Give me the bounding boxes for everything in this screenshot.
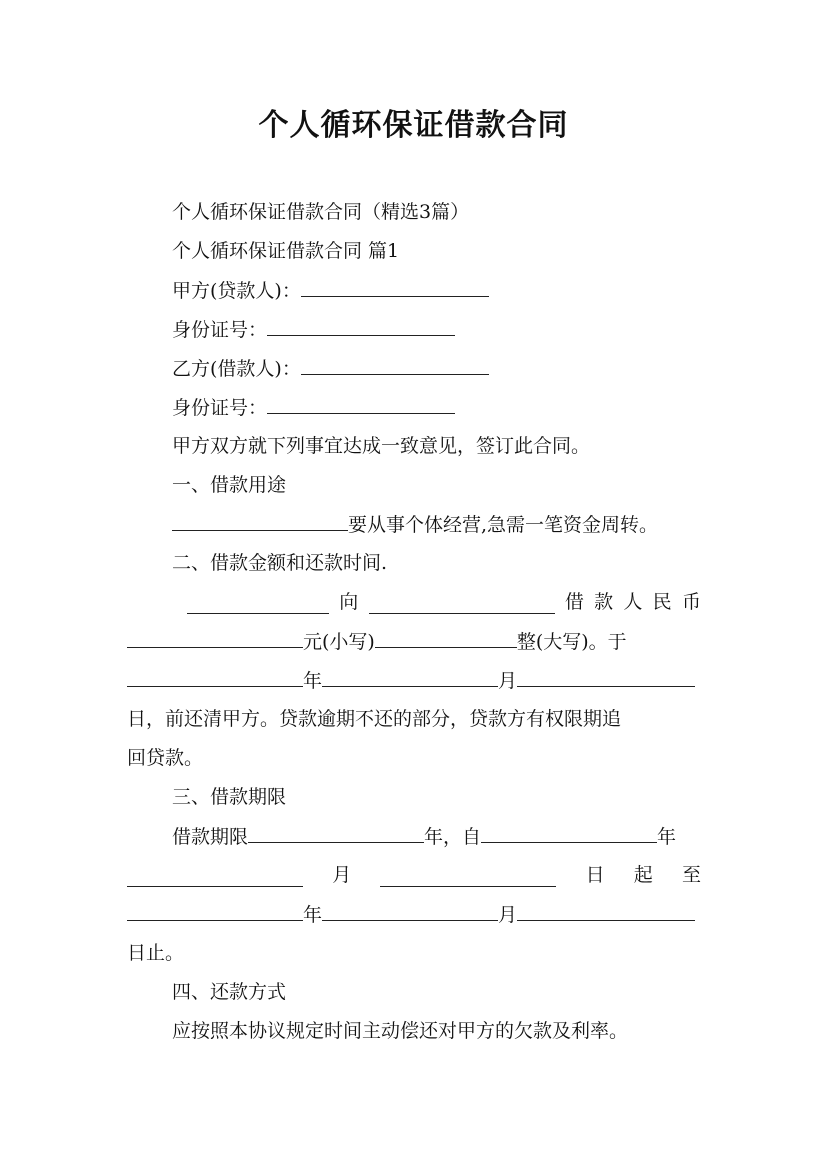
party-b-label: 乙方(借款人)：	[172, 358, 301, 380]
amount-lower-blank[interactable]	[127, 629, 303, 648]
year-label: 年	[657, 826, 677, 848]
term-start-line	[127, 863, 701, 887]
party-a-id-blank[interactable]	[267, 317, 455, 336]
char-text: 款	[594, 591, 614, 613]
section-heading-repayment: 四、还款方式	[172, 981, 287, 1003]
term-end-line	[127, 902, 695, 927]
repay-clause-text-cont: 回贷款。	[127, 747, 204, 769]
amount-upper-label: 整(大写)。于	[516, 631, 627, 653]
lender-line	[187, 590, 701, 614]
term-end-day-blank[interactable]	[517, 902, 695, 921]
term-end-year-blank[interactable]	[127, 902, 303, 921]
section-heading-purpose: 一、借款用途	[172, 474, 287, 496]
repay-year-blank[interactable]	[127, 668, 303, 687]
party-a-label: 甲方(贷款人)：	[172, 280, 301, 302]
from-label: 起	[633, 864, 653, 886]
char-text: 借	[564, 591, 584, 613]
purpose-blank[interactable]	[172, 512, 348, 531]
purpose-line	[172, 512, 658, 537]
term-end-month-blank[interactable]	[322, 902, 498, 921]
amount-line	[127, 629, 627, 654]
party-a-blank[interactable]	[301, 278, 489, 297]
repay-clause-text: 日，前还清甲方。贷款逾期不还的部分，贷款方有权限期追	[127, 708, 622, 730]
term-years-blank[interactable]	[248, 824, 424, 843]
party-a-id-line	[172, 317, 455, 342]
month-label: 月	[498, 904, 518, 926]
purpose-text: 要从事个体经营,急需一笔资金周转。	[348, 514, 659, 536]
contract-subtitle: 个人循环保证借款合同（精选3篇）	[172, 201, 470, 223]
section-heading-amount: 二、借款金额和还款时间.	[172, 552, 388, 574]
party-b-id-blank[interactable]	[267, 395, 455, 414]
term-end-text: 日止。	[127, 942, 185, 964]
char-text: 人	[623, 591, 643, 613]
year-label: 年	[303, 904, 323, 926]
party-b-line	[172, 356, 489, 381]
year-label: 年	[303, 670, 323, 692]
term-start-day-blank[interactable]	[380, 868, 556, 887]
month-label: 月	[332, 864, 352, 886]
month-label: 月	[498, 670, 518, 692]
term-start-month-blank[interactable]	[127, 868, 303, 887]
repay-day-blank[interactable]	[517, 668, 695, 687]
char-text: 币	[681, 591, 701, 613]
lender-name-blank[interactable]	[369, 595, 555, 614]
day-label: 日	[585, 864, 605, 886]
repayment-text: 应按照本协议规定时间主动偿还对甲方的欠款及利率。	[172, 1020, 629, 1042]
party-b-id-line	[172, 395, 455, 420]
party-a-line	[172, 278, 489, 303]
term-label: 借款期限	[172, 826, 249, 848]
to-text: 向	[339, 591, 359, 613]
to-label: 至	[681, 864, 701, 886]
term-from-label: 年，自	[424, 826, 482, 848]
party-b-blank[interactable]	[301, 356, 489, 375]
party-a-id-label: 身份证号：	[172, 319, 268, 341]
term-line	[172, 824, 676, 849]
section-heading-part-1: 个人循环保证借款合同 篇1	[172, 240, 400, 262]
amount-upper-blank[interactable]	[375, 629, 517, 648]
party-b-id-label: 身份证号：	[172, 397, 268, 419]
agreement-statement: 甲方双方就下列事宜达成一致意见，签订此合同。	[172, 435, 591, 457]
borrower-name-blank[interactable]	[187, 595, 329, 614]
char-text: 民	[652, 591, 672, 613]
repay-month-blank[interactable]	[322, 668, 498, 687]
repay-date-line	[127, 668, 695, 693]
section-heading-term: 三、借款期限	[172, 786, 287, 808]
amount-lower-label: 元(小写)	[303, 631, 375, 653]
document-title: 个人循环保证借款合同	[258, 108, 569, 143]
term-start-year-blank[interactable]	[481, 824, 657, 843]
